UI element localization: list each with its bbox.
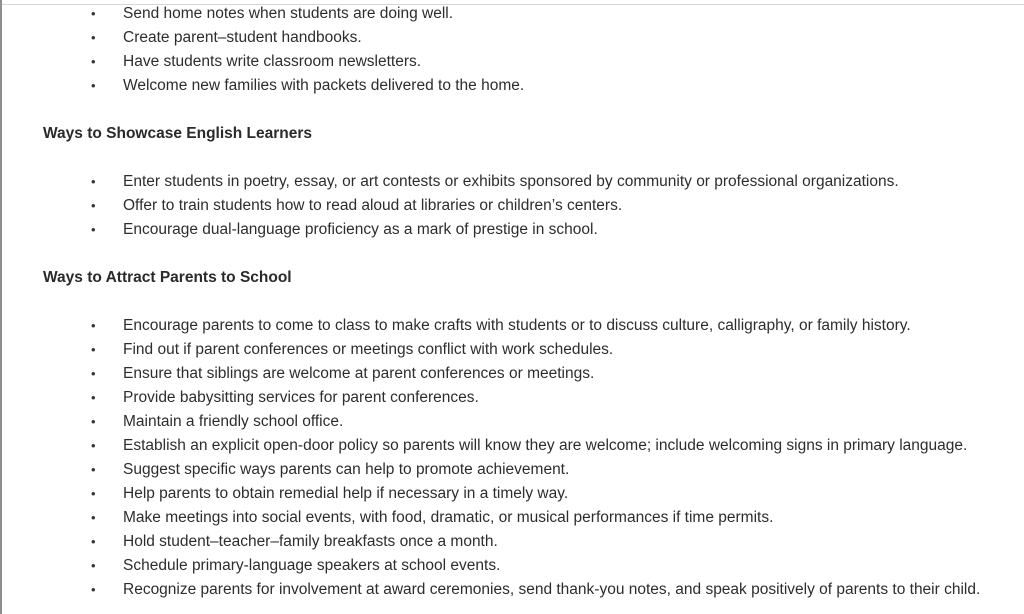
bullet-icon: • — [91, 30, 96, 45]
bullet-icon: • — [91, 414, 96, 429]
top-bullet-list — [0, 2, 1024, 98]
list-item-text: Schedule primary-language speakers at school events. — [123, 557, 501, 574]
bullet-icon: • — [91, 78, 96, 93]
list-item-text: Ensure that siblings are welcome at parent conferences or meetings. — [123, 365, 595, 382]
list-item — [0, 218, 1024, 242]
list-item-text: Find out if parent conferences or meetings conflict with work schedules. — [123, 341, 614, 358]
bullet-icon: • — [91, 222, 96, 237]
list-item — [0, 26, 1024, 50]
list-item — [0, 74, 1024, 98]
bullet-icon: • — [91, 174, 96, 189]
list-item-text: Encourage dual-language proficiency as a mark of prestige in school. — [123, 221, 598, 238]
list-item — [0, 458, 1024, 482]
bullet-icon: • — [91, 390, 96, 405]
bullet-icon: • — [91, 462, 96, 477]
list-item-text: Have students write classroom newsletters. — [123, 53, 422, 70]
bullet-icon: • — [91, 6, 96, 21]
list-item — [0, 338, 1024, 362]
list-item — [0, 554, 1024, 578]
bullet-icon: • — [91, 438, 96, 453]
list-item-text: Welcome new families with packets delivered to the home. — [123, 77, 525, 94]
list-item-text: Maintain a friendly school office. — [123, 413, 344, 430]
list-item-text: Help parents to obtain remedial help if necessary in a timely way. — [123, 485, 569, 502]
list-item-text: Suggest specific ways parents can help to promote achievement. — [123, 461, 570, 478]
bullet-icon: • — [91, 342, 96, 357]
list-item — [0, 578, 1024, 602]
list-item — [0, 506, 1024, 530]
bullet-icon: • — [91, 582, 96, 597]
list-item-text: Provide babysitting services for parent conferences. — [123, 389, 479, 406]
list-item — [0, 314, 1024, 338]
list-item-text: Send home notes when students are doing well. — [123, 5, 454, 22]
attract-bullet-list — [0, 314, 1024, 602]
section-heading-showcase: Ways to Showcase English Learners — [43, 125, 313, 142]
list-item-text: Make meetings into social events, with food, dramatic, or musical performances if time permits. — [123, 509, 774, 526]
list-item-text: Create parent–student handbooks. — [123, 29, 362, 46]
section-heading-attract: Ways to Attract Parents to School — [43, 269, 292, 286]
list-item-text: Encourage parents to come to class to make crafts with students or to discuss culture, calligraphy, or family history. — [123, 317, 911, 334]
list-item-text: Establish an explicit open-door policy so parents will know they are welcome; include welcoming signs in primary language. — [123, 437, 968, 454]
bullet-icon: • — [91, 558, 96, 573]
list-item-text: Offer to train students how to read aloud at libraries or children’s centers. — [123, 197, 623, 214]
list-item — [0, 386, 1024, 410]
bullet-icon: • — [91, 534, 96, 549]
bullet-icon: • — [91, 486, 96, 501]
list-item — [0, 410, 1024, 434]
bullet-icon: • — [91, 510, 96, 525]
showcase-bullet-list — [0, 170, 1024, 242]
bullet-icon: • — [91, 54, 96, 69]
list-item — [0, 434, 1024, 458]
list-item — [0, 2, 1024, 26]
bullet-icon: • — [91, 318, 96, 333]
list-item-text: Recognize parents for involvement at award ceremonies, send thank-you notes, and speak positively of parents to their child. — [123, 581, 981, 598]
list-item — [0, 482, 1024, 506]
list-item — [0, 362, 1024, 386]
list-item — [0, 530, 1024, 554]
list-item — [0, 50, 1024, 74]
bullet-icon: • — [91, 366, 96, 381]
list-item-text: Enter students in poetry, essay, or art contests or exhibits sponsored by community or professional organizations. — [123, 173, 899, 190]
list-item — [0, 194, 1024, 218]
list-item-text: Hold student–teacher–family breakfasts once a month. — [123, 533, 498, 550]
bullet-icon: • — [91, 198, 96, 213]
list-item — [0, 170, 1024, 194]
